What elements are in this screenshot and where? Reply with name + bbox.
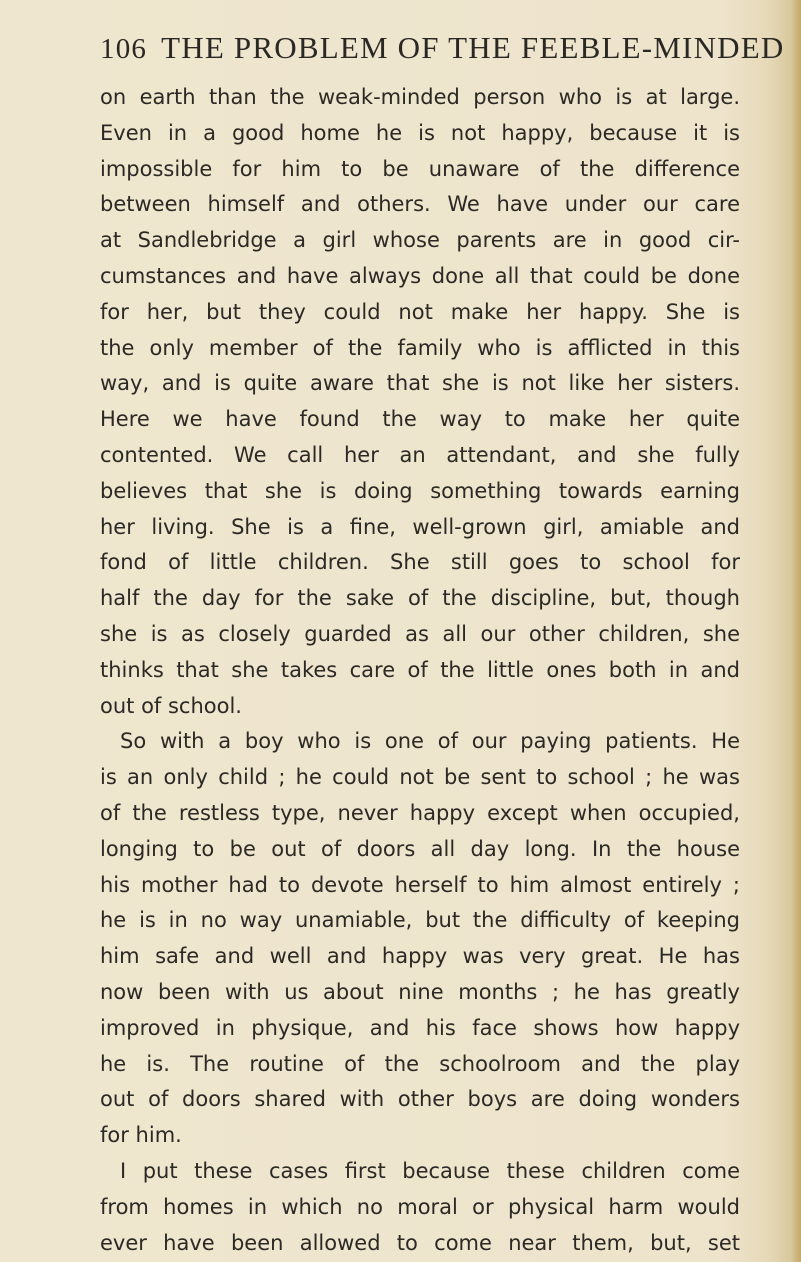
text-line: longing to be out of doors all day long. In the house (100, 836, 740, 861)
paragraph-3 (100, 1154, 740, 1261)
text-line: improved in physique, and his face shows how happy (100, 1015, 740, 1040)
running-title: THE PROBLEM OF THE FEEBLE-MINDED (161, 30, 785, 65)
text-line: now been with us about nine months ; he has greatly (100, 979, 740, 1004)
running-header (100, 30, 785, 66)
text-line: he is in no way unamiable, but the difficulty of keeping (100, 908, 740, 933)
text-line: she is as closely guarded as all our other children, she (100, 621, 740, 646)
text-line: So with a boy who is one of our paying patients. He (120, 729, 740, 754)
text-line: Here we have found the way to make her quite (100, 407, 740, 432)
text-line: of the restless type, never happy except when occupied, (100, 800, 740, 825)
text-line: the only member of the family who is afflicted in this (100, 335, 740, 360)
text-line: is an only child ; he could not be sent to school ; he was (100, 765, 740, 790)
text-line: cumstances and have always done all that could be done (100, 263, 740, 288)
text-line: impossible for him to be unaware of the difference (100, 156, 740, 181)
text-line: thinks that she takes care of the little ones both in and (100, 657, 740, 682)
text-line: half the day for the sake of the discipline, but, though (100, 586, 740, 611)
text-line: her living. She is a fine, well-grown girl, amiable and (100, 514, 740, 539)
text-line: believes that she is doing something towards earning (100, 478, 740, 503)
text-line: Even in a good home he is not happy, because it is (100, 120, 740, 145)
text-line: his mother had to devote herself to him almost entirely ; (100, 872, 740, 897)
text-line: I put these cases first because these children come (120, 1158, 740, 1183)
text-line: him safe and well and happy was very great. He has (100, 944, 740, 969)
paragraph-2 (100, 724, 740, 1154)
text-line: for him. (100, 1123, 182, 1148)
page-number: 106 (100, 33, 148, 65)
text-line: out of doors shared with other boys are doing wonders (100, 1087, 740, 1112)
paragraph-1 (100, 80, 740, 724)
page-body (100, 80, 740, 1261)
text-line: at Sandlebridge a girl whose parents are in good cir- (100, 228, 740, 253)
text-line: way, and is quite aware that she is not like her sisters. (100, 371, 740, 396)
page-edge-shadow (791, 0, 801, 1262)
text-line: he is. The routine of the schoolroom and the play (100, 1051, 740, 1076)
text-line: out of school. (100, 693, 242, 718)
text-line: on earth than the weak-minded person who is at large. (100, 85, 740, 109)
text-line: fond of little children. She still goes to school for (100, 550, 740, 575)
text-line: between himself and others. We have under our care (100, 192, 740, 217)
text-line: ever have been allowed to come near them, but, set (100, 1230, 740, 1255)
text-line: for her, but they could not make her happy. She is (100, 299, 740, 324)
text-line: from homes in which no moral or physical harm would (100, 1194, 740, 1219)
text-line: contented. We call her an attendant, and she fully (100, 442, 740, 467)
